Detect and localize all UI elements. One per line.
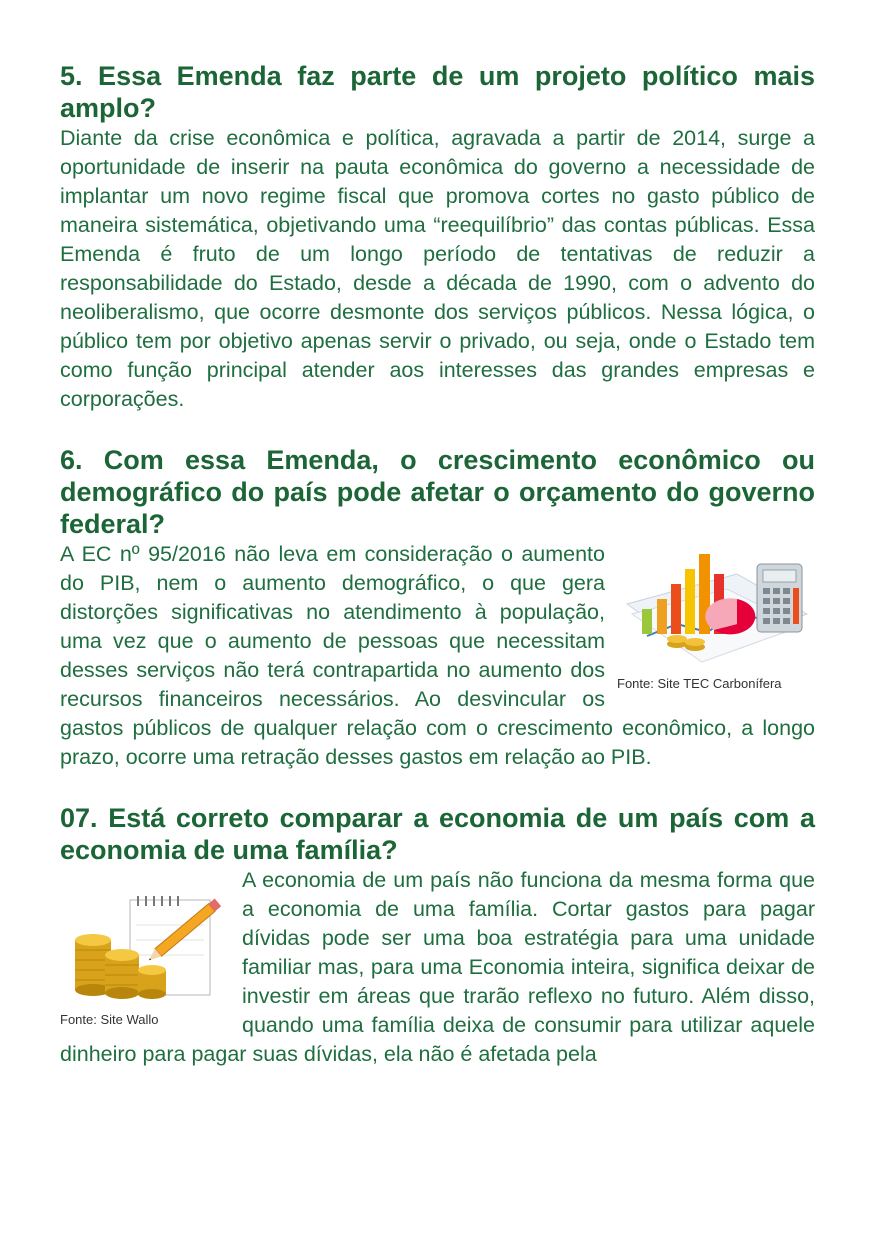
coins-figure-caption: Fonte: Site Wallo	[60, 1012, 159, 1027]
section-5-body: Diante da crise econômica e política, agravada a partir de 2014, surge a oportunidade de inserir na pauta econômica do governo a necessidade de implantar um novo regime fiscal que promova cortes no gasto público de maneira sistemática, objetivando uma “reequilíbrio” das contas públicas. Essa Emenda é fruto de um longo período de tentativas de reduzir a responsabilidade do Estado, desde a década de 1990, com o advento do neoliberalismo, que ocorre desmonte dos serviços públicos. Nessa lógica, o público tem por objetivo apenas servir o privado, ou seja, onde o Estado tem como função principal atender aos interesses das grandes empresas e corporações.	[60, 126, 815, 411]
finance-figure	[617, 544, 815, 691]
section-7-body: A economia de um país não funciona da mesma forma que a economia de uma família. Cortar gastos para pagar dívidas pode ser uma boa estratégia para uma unidade familiar mas, para uma Economia inteira, significa deixar de investir em áreas que trarão reflexo no futuro. Além disso, quando uma família deixa de consumir para utilizar aquele dinheiro para pagar suas dívidas, ela não é afetada pela	[60, 868, 815, 1066]
coins-figure	[60, 870, 230, 1027]
document-page	[60, 60, 815, 1099]
section-7-title: 07. Está correto comparar a economia de um país com a economia de uma família?	[60, 803, 815, 865]
section-6	[60, 444, 815, 772]
section-6-title: 6. Com essa Emenda, o crescimento econômico ou demográfico do país pode afetar o orçamento do governo federal?	[60, 445, 815, 539]
section-5	[60, 60, 815, 414]
finance-chart-calculator-image	[617, 544, 815, 674]
section-5-title: 5. Essa Emenda faz parte de um projeto político mais amplo?	[60, 61, 815, 123]
section-7	[60, 802, 815, 1069]
section-6-body: A EC nº 95/2016 não leva em consideração o aumento do PIB, nem o aumento demográfico, o que gera distorções significativas no atendimento à população, uma vez que o aumento de pessoas que necessitam desses serviços não terá contrapartida no aumento dos recursos financeiros necessários. Ao desvincular os gastos públicos de qualquer relação com o crescimento econômico, a longo prazo, ocorre uma retração desses gastos em relação ao PIB.	[60, 542, 815, 769]
coins-notepad-pencil-image	[60, 870, 230, 1010]
finance-figure-caption: Fonte: Site TEC Carbonífera	[617, 676, 782, 691]
